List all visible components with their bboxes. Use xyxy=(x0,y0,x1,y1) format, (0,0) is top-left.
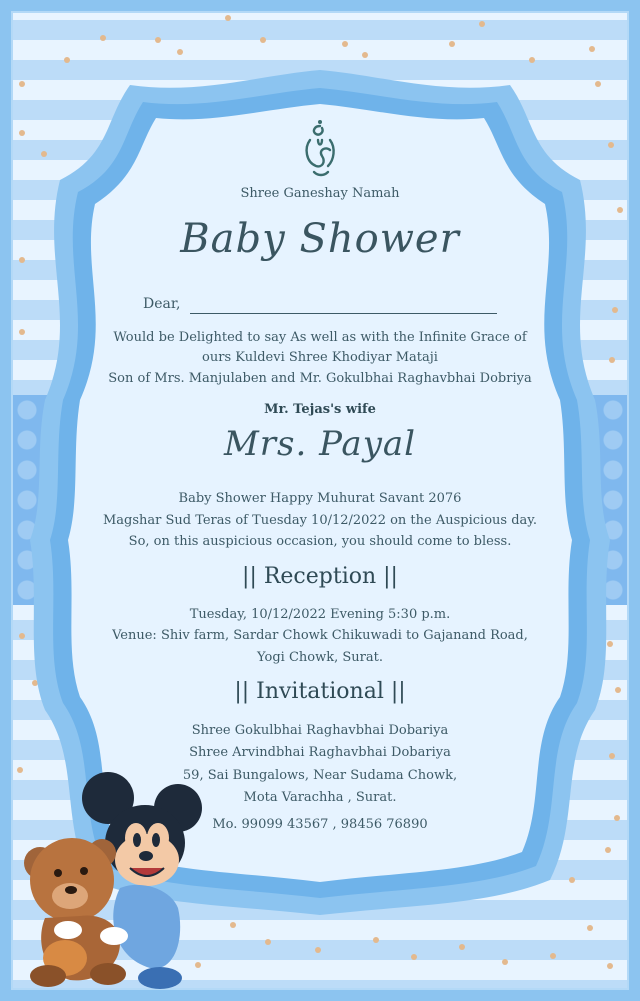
invitational-line-4: Mota Varachha , Surat. xyxy=(243,790,397,805)
honoree-name: Mrs. Payal xyxy=(223,424,417,464)
ganesha-icon xyxy=(296,118,344,182)
reception-line-1: Tuesday, 10/12/2022 Evening 5:30 p.m. xyxy=(189,607,451,622)
intro-line-1: Would be Delighted to say As well as with the Infinite Grace of xyxy=(113,330,527,345)
husband-line: Mr. Tejas's wife xyxy=(264,402,376,417)
dear-label: Dear, xyxy=(143,296,181,312)
intro-line-3: Son of Mrs. Manjulaben and Mr. Gokulbhai Raghavbhai Dobriya xyxy=(108,371,532,386)
reception-line-2: Venue: Shiv farm, Sardar Chowk Chikuwadi to Gajanand Road, xyxy=(112,628,528,643)
contact-numbers: Mo. 99099 43567 , 98456 76890 xyxy=(212,817,428,832)
intro-line-2: ours Kuldevi Shree Khodiyar Mataji xyxy=(202,350,438,365)
invitational-line-2: Shree Arvindbhai Raghavbhai Dobariya xyxy=(189,745,451,760)
muhurat-line-3: So, on this auspicious occasion, you should come to bless. xyxy=(128,534,512,549)
reception-heading: || Reception || xyxy=(242,564,398,589)
invitational-line-1: Shree Gokulbhai Raghavbhai Dobariya xyxy=(191,723,449,738)
invitational-line-3: 59, Sai Bungalows, Near Sudama Chowk, xyxy=(182,768,458,783)
muhurat-line-2: Magshar Sud Teras of Tuesday 10/12/2022 on the Auspicious day. xyxy=(102,513,538,528)
blessing-text: Shree Ganeshay Namah xyxy=(240,186,400,201)
event-title: Baby Shower xyxy=(180,216,460,262)
teddy-bear-illustration xyxy=(24,838,128,987)
reception-line-3: Yogi Chowk, Surat. xyxy=(257,650,383,665)
mickey-mouse-illustration xyxy=(10,768,210,993)
muhurat-line-1: Baby Shower Happy Muhurat Savant 2076 xyxy=(178,491,462,506)
invitational-heading: || Invitational || xyxy=(234,679,406,704)
guest-name-line xyxy=(190,313,497,314)
